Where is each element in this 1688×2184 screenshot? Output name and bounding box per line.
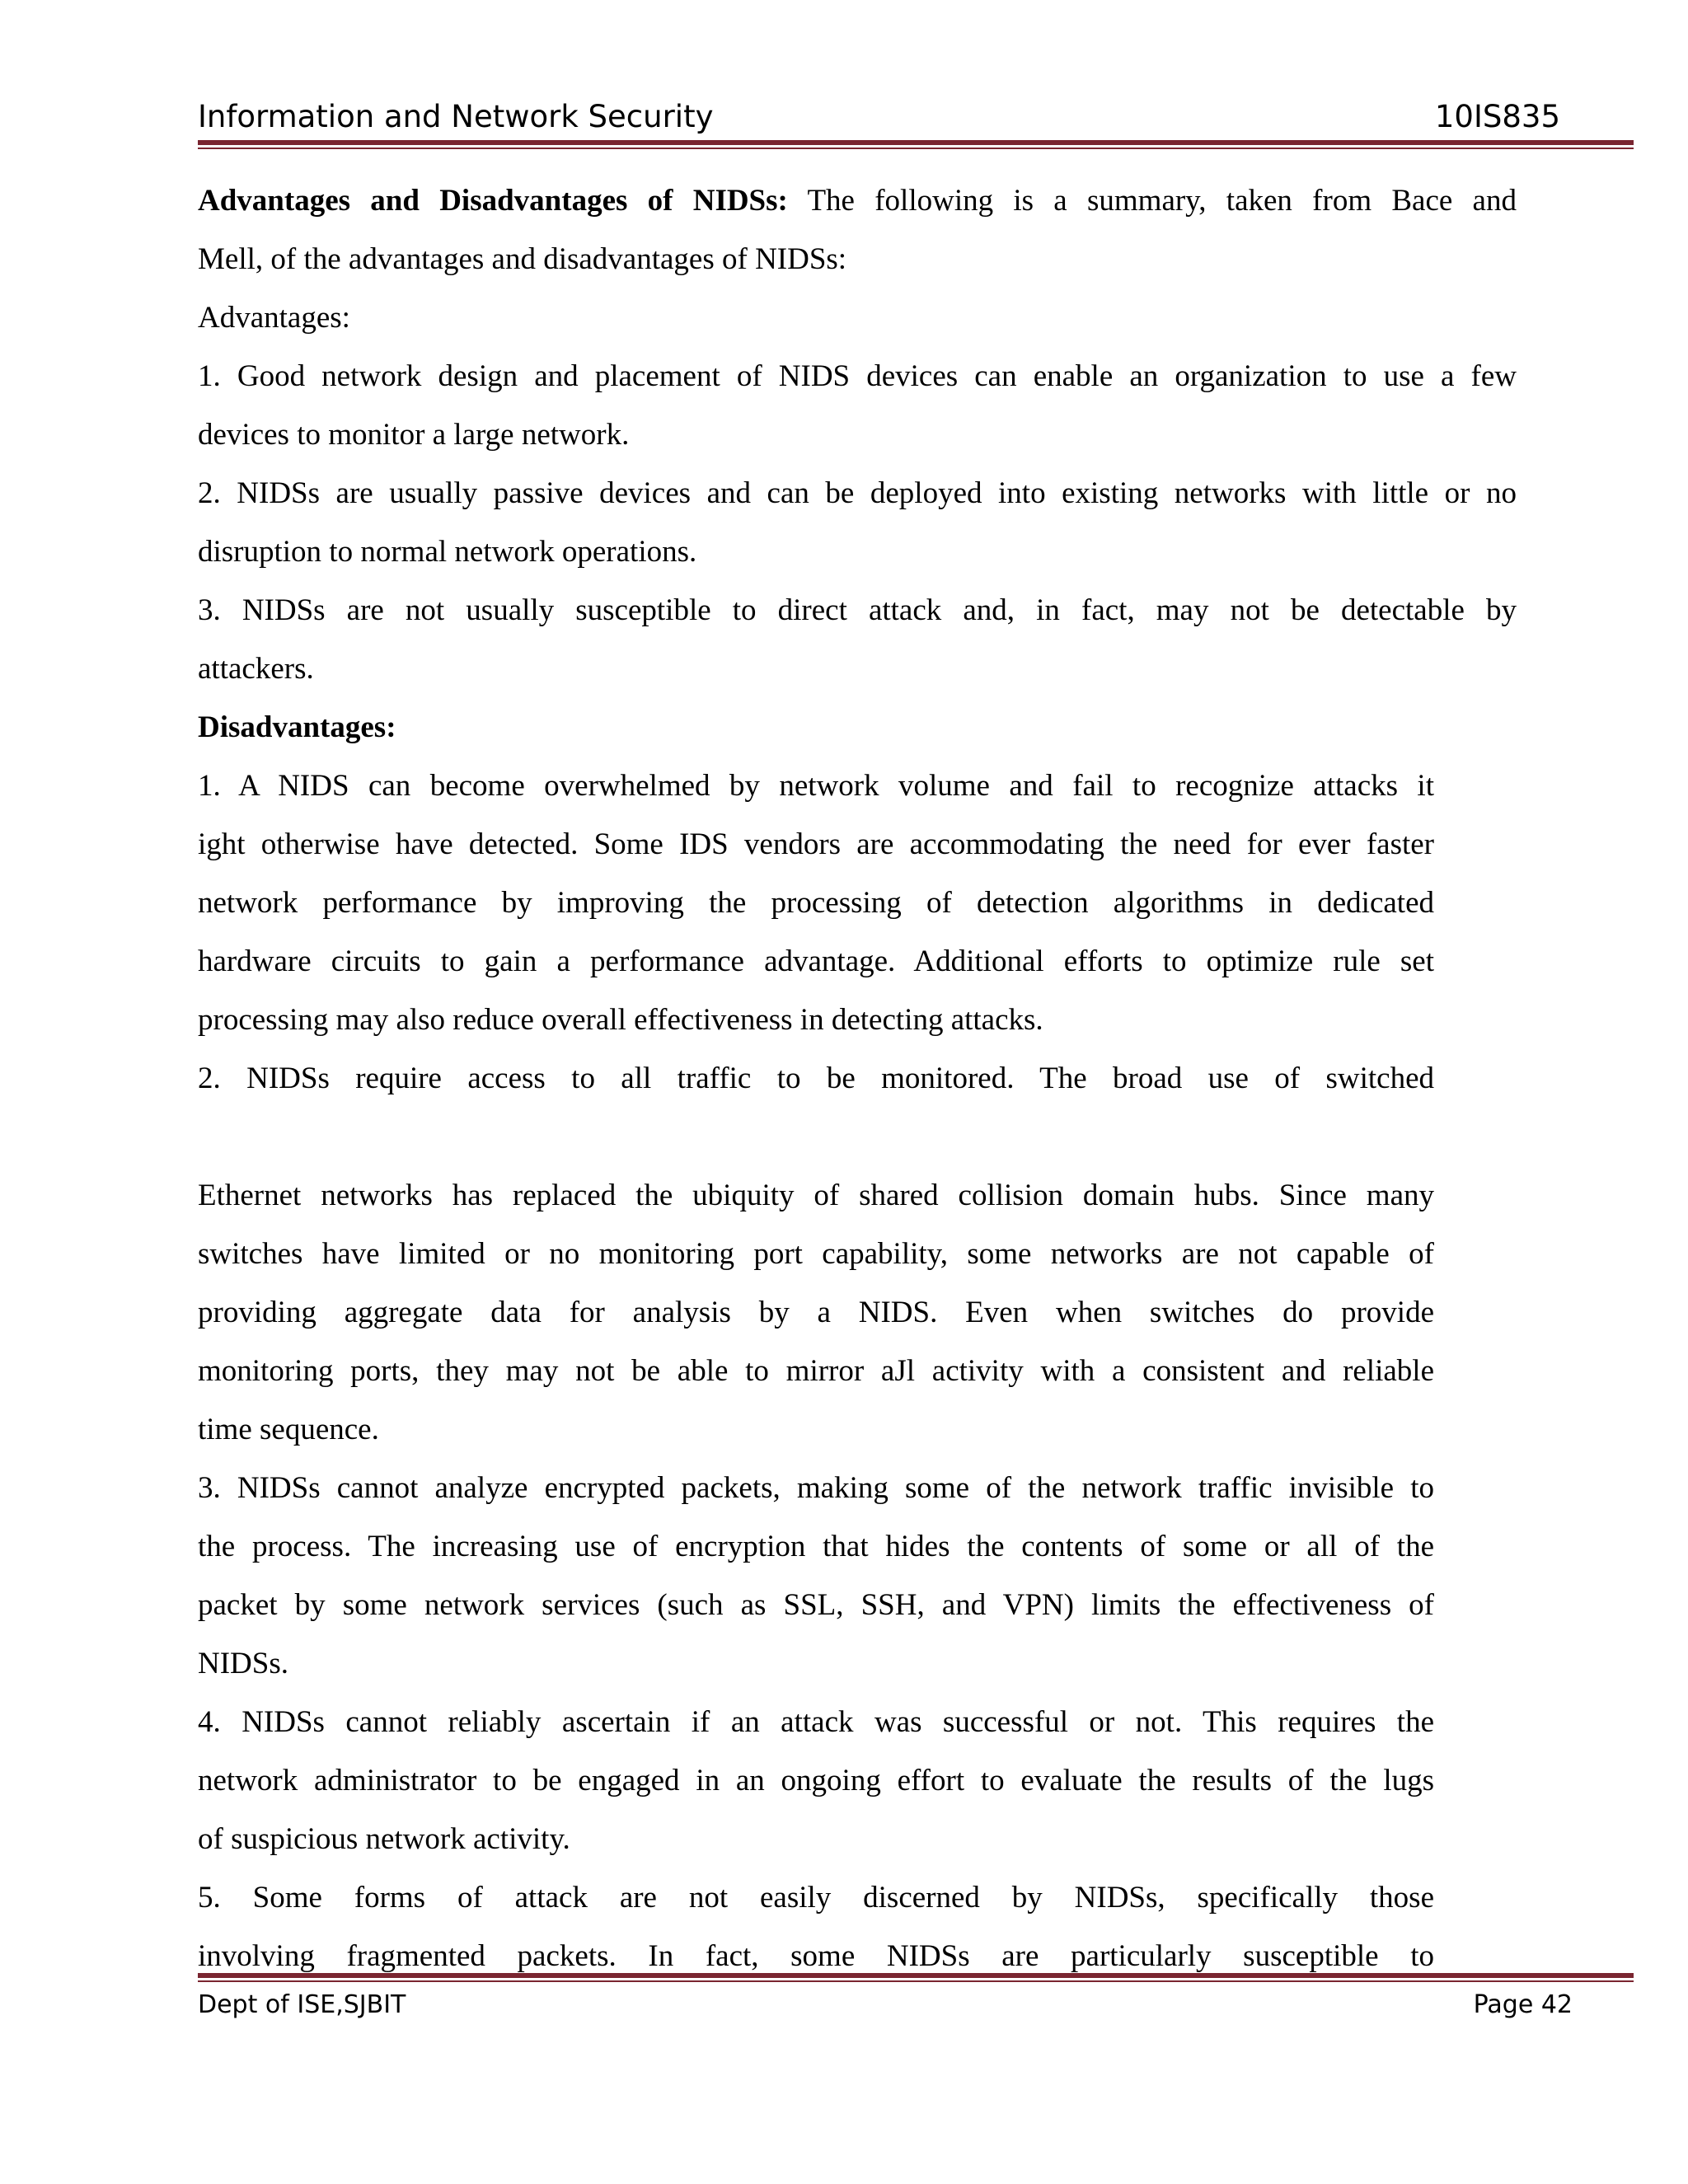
intro-line-2: Mell, of the advantages and disadvantages of NIDSs: <box>198 242 847 276</box>
header-title: Information and Network Security <box>198 99 714 134</box>
section-heading: Advantages and Disadvantages of NIDSs: <box>198 184 788 218</box>
paragraph-gap <box>198 1113 1517 1171</box>
disadvantage-line: ight otherwise have detected. Some IDS vendors are accommodating the need for ever faster <box>198 827 1434 861</box>
intro-text: The following is a summary, taken from Bace and <box>787 184 1517 218</box>
advantage-line: attackers. <box>198 652 314 686</box>
disadvantage-line: involving fragmented packets. In fact, some NIDSs are particularly susceptible to <box>198 1939 1434 1973</box>
advantages-label: Advantages: <box>198 301 350 335</box>
footer-page-number: Page 42 <box>1473 1990 1573 2019</box>
footer-department: Dept of ISE,SJBIT <box>198 1990 406 2019</box>
advantage-line: 2. NIDSs are usually passive devices and can be deployed into existing networks with little or no <box>198 476 1517 510</box>
disadvantage-line: switches have limited or no monitoring port capability, some networks are not capable of <box>198 1237 1434 1271</box>
disadvantage-line: network administrator to be engaged in an ongoing effort to evaluate the results of the lugs <box>198 1764 1434 1797</box>
disadvantage-line: monitoring ports, they may not be able to mirror aJl activity with a consistent and reliable <box>198 1354 1434 1388</box>
disadvantage-line: of suspicious network activity. <box>198 1822 570 1856</box>
disadvantage-line: processing may also reduce overall effectiveness in detecting attacks. <box>198 1003 1043 1037</box>
disadvantage-line: 2. NIDSs require access to all traffic to be monitored. The broad use of switched <box>198 1062 1434 1095</box>
disadvantage-line: 5. Some forms of attack are not easily discerned by NIDSs, specifically those <box>198 1881 1434 1915</box>
advantage-line: devices to monitor a large network. <box>198 418 630 452</box>
header-rule <box>198 140 1634 149</box>
advantage-line: 3. NIDSs are not usually susceptible to direct attack and, in fact, may not be detectable by <box>198 593 1517 627</box>
disadvantage-line: 3. NIDSs cannot analyze encrypted packets, making some of the network traffic invisible to <box>198 1471 1434 1505</box>
disadvantage-line: NIDSs. <box>198 1647 288 1680</box>
advantage-line: disruption to normal network operations. <box>198 535 697 569</box>
disadvantages-label <box>198 703 1517 762</box>
disadvantage-line: network performance by improving the processing of detection algorithms in dedicated <box>198 886 1434 920</box>
disadvantages-heading: Disadvantages: <box>198 710 396 744</box>
disadvantage-line: packet by some network services (such as SSL, SSH, and VPN) limits the effectiveness of <box>198 1588 1434 1622</box>
disadvantage-line: providing aggregate data for analysis by a NIDS. Even when switches do provide <box>198 1296 1434 1329</box>
disadvantage-line: Ethernet networks has replaced the ubiquity of shared collision domain hubs. Since many <box>198 1179 1434 1212</box>
disadvantage-line: 1. A NIDS can become overwhelmed by network volume and fail to recognize attacks it <box>198 769 1434 803</box>
intro-line-1 <box>198 176 1517 235</box>
disadvantage-line: the process. The increasing use of encryption that hides the contents of some or all of the <box>198 1530 1434 1563</box>
header-course-code: 10IS835 <box>1434 99 1560 134</box>
disadvantage-line: hardware circuits to gain a performance advantage. Additional efforts to optimize rule set <box>198 944 1434 978</box>
advantage-line: 1. Good network design and placement of NIDS devices can enable an organization to use a few <box>198 359 1517 393</box>
disadvantage-line: time sequence. <box>198 1413 379 1446</box>
footer-rule <box>198 1973 1634 1982</box>
disadvantage-line: 4. NIDSs cannot reliably ascertain if an attack was successful or not. This requires the <box>198 1705 1434 1739</box>
body-text <box>198 176 1517 1990</box>
